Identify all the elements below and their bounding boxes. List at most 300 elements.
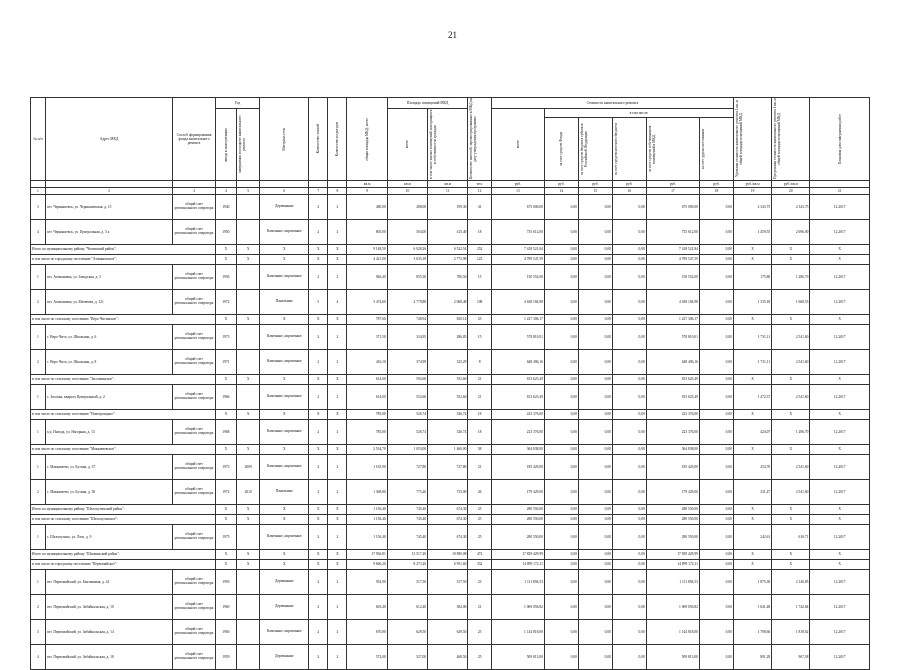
row-year-repair: X bbox=[236, 505, 259, 515]
row-res: 21 bbox=[468, 455, 491, 480]
row-a3: 727,80 bbox=[428, 455, 468, 480]
row-c5: 185 429,00 bbox=[646, 455, 699, 480]
col-owners-label: за счет средств собственников помещений в МКД bbox=[647, 125, 657, 173]
row-address: пгт. Первомайский, ул. Бензиновая, д. 24 bbox=[45, 570, 172, 595]
row-a1: 416,10 bbox=[347, 350, 387, 375]
row-floors: 2 bbox=[309, 455, 328, 480]
row-res: 21 bbox=[468, 385, 491, 410]
row-entrances: X bbox=[328, 445, 347, 455]
row-a3: 199,30 bbox=[428, 195, 468, 220]
index-cell: 18 bbox=[699, 188, 733, 195]
row-method: общий счет регионального оператора bbox=[173, 595, 215, 620]
row-method: общий счет регионального оператора bbox=[173, 325, 215, 350]
row-floors: X bbox=[309, 255, 328, 265]
row-u1: X bbox=[733, 245, 771, 255]
row-d: X bbox=[810, 560, 870, 570]
row-c6: 0,00 bbox=[699, 480, 733, 505]
row-a3: 584,00 bbox=[428, 595, 468, 620]
row-floors: 2 bbox=[309, 220, 328, 245]
row-c6: 0,00 bbox=[699, 455, 733, 480]
col-premises-residents-label: в том числе жилых помещений, находящихся в собственности граждан bbox=[429, 109, 438, 180]
row-c2: 0,00 bbox=[544, 595, 578, 620]
row-a2: 288,00 bbox=[387, 195, 427, 220]
row-c1: 280 550,00 bbox=[491, 525, 544, 550]
row-c3: 0,00 bbox=[578, 195, 612, 220]
index-cell: 11 bbox=[428, 188, 468, 195]
row-wall-material: Каменные, кирпичные bbox=[260, 350, 309, 375]
row-a2: 748,94 bbox=[387, 315, 427, 325]
row-a1: 2 534,70 bbox=[347, 445, 387, 455]
row-floors: X bbox=[309, 410, 328, 420]
row-d: 12.2017 bbox=[810, 645, 870, 670]
row-c3: 0,00 bbox=[578, 525, 612, 550]
index-cell: 16 bbox=[612, 188, 646, 195]
row-method: общий счет регионального оператора bbox=[173, 385, 215, 410]
row-no: 3 bbox=[31, 195, 46, 220]
row-year-commission: 1959 bbox=[215, 570, 236, 595]
row-d: 12.2017 bbox=[810, 220, 870, 245]
row-year-repair bbox=[236, 525, 259, 550]
row-c5: 735 612,00 bbox=[646, 220, 699, 245]
unit-cell bbox=[173, 181, 215, 188]
summary-row bbox=[31, 550, 870, 560]
row-c2: 0,00 bbox=[544, 505, 578, 515]
index-cell: 4 bbox=[215, 188, 236, 195]
row-d: 12.2017 bbox=[810, 420, 870, 445]
row-u1: 1 641,48 bbox=[733, 595, 771, 620]
col-residents bbox=[468, 98, 491, 181]
row-wall-material: X bbox=[260, 445, 309, 455]
row-address: с. Маккавеево, ул. Бутина, д. 37 bbox=[45, 455, 172, 480]
table-header bbox=[31, 98, 870, 195]
row-c4: 0,00 bbox=[612, 350, 646, 375]
row-c1: 179 429,00 bbox=[491, 480, 544, 505]
row-u2: 1 286,70 bbox=[772, 420, 810, 445]
row-wall-material: X bbox=[260, 375, 309, 385]
row-a3: 6 951,60 bbox=[428, 560, 468, 570]
row-c5: 7 418 521,84 bbox=[646, 245, 699, 255]
row-method: общий счет регионального оператора bbox=[173, 570, 215, 595]
row-c6: 0,00 bbox=[699, 645, 733, 670]
row-c1: 1 227 306,17 bbox=[491, 315, 544, 325]
row-c4: 0,00 bbox=[612, 420, 646, 445]
table-row bbox=[31, 350, 870, 375]
row-res: 332 bbox=[468, 560, 491, 570]
row-a3: 674,30 bbox=[428, 525, 468, 550]
row-method: общий счет регионального оператора bbox=[173, 350, 215, 375]
row-c3: 0,00 bbox=[578, 560, 612, 570]
row-d: X bbox=[810, 505, 870, 515]
row-address: пгт. Атамановка, ул. Заводская, д. 3 bbox=[45, 265, 172, 290]
row-u2: 1 668,55 bbox=[772, 290, 810, 315]
row-c3: 0,00 bbox=[578, 570, 612, 595]
row-no: 4 bbox=[31, 645, 46, 670]
row-year-repair bbox=[236, 350, 259, 375]
row-year-repair bbox=[236, 325, 259, 350]
row-u1: X bbox=[733, 255, 771, 265]
col-region bbox=[578, 118, 612, 181]
row-no: 3 bbox=[31, 620, 46, 645]
unit-cell bbox=[260, 181, 309, 188]
row-c2: 0,00 bbox=[544, 445, 578, 455]
row-year-commission: 1972 bbox=[215, 480, 236, 505]
row-c6: 0,00 bbox=[699, 220, 733, 245]
row-u2: 2 541,60 bbox=[772, 325, 810, 350]
col-max-cost-label: Предельная стоимость капитального ремонта 1 кв. м общей площади помещений МКД bbox=[773, 98, 782, 180]
row-entrances: 2 bbox=[328, 220, 347, 245]
row-c6: 0,00 bbox=[699, 315, 733, 325]
col-entrances-label: Количество подъездов bbox=[335, 121, 340, 157]
row-c4: 0,00 bbox=[612, 505, 646, 515]
unit-cell bbox=[236, 181, 259, 188]
table-row bbox=[31, 570, 870, 595]
row-a2: 13 517,20 bbox=[387, 550, 427, 560]
row-a3: 2 068,48 bbox=[428, 290, 468, 315]
row-u1: X bbox=[733, 560, 771, 570]
table-row bbox=[31, 595, 870, 620]
row-floors: 2 bbox=[309, 325, 328, 350]
row-res: 58 bbox=[468, 445, 491, 455]
table-row bbox=[31, 385, 870, 410]
row-no: 1 bbox=[31, 325, 46, 350]
row-c1: 223 376,00 bbox=[491, 420, 544, 445]
row-c6: 0,00 bbox=[699, 385, 733, 410]
row-a3: 706,50 bbox=[428, 265, 468, 290]
row-c5: 648 496,16 bbox=[646, 350, 699, 375]
row-no: 2 bbox=[31, 595, 46, 620]
row-res: 25 bbox=[468, 515, 491, 525]
row-floors: 2 bbox=[309, 420, 328, 445]
col-unit-cost-label: Удельная стоимость капитального ремонта 1 кв. м общей площади помещений МКД bbox=[734, 100, 744, 178]
row-u1: 254,78 bbox=[733, 455, 771, 480]
row-c5: 1 069 056,82 bbox=[646, 595, 699, 620]
row-u2: 1 742,84 bbox=[772, 595, 810, 620]
row-year-commission: 1973 bbox=[215, 325, 236, 350]
row-c1: 578 810,01 bbox=[491, 325, 544, 350]
col-other-label: за счет других источников bbox=[700, 128, 705, 170]
row-u2: 2 146,85 bbox=[772, 570, 810, 595]
row-u2: X bbox=[772, 560, 810, 570]
row-c4: 0,00 bbox=[612, 385, 646, 410]
row-a1: 480,00 bbox=[347, 195, 387, 220]
row-c3: 0,00 bbox=[578, 265, 612, 290]
row-c1: 185 429,00 bbox=[491, 455, 544, 480]
row-year-commission: 1975 bbox=[215, 525, 236, 550]
row-a3: 6 522,54 bbox=[428, 245, 468, 255]
row-method: общий счет регионального оператора bbox=[173, 645, 215, 670]
unit-cell: кв.м bbox=[428, 181, 468, 188]
row-a2: 775,20 bbox=[387, 480, 427, 505]
row-year-repair bbox=[236, 620, 259, 645]
row-c5: 1 227 306,17 bbox=[646, 315, 699, 325]
row-c6: 0,00 bbox=[699, 420, 733, 445]
row-d: X bbox=[810, 375, 870, 385]
row-a2: 334,95 bbox=[387, 325, 427, 350]
row-a2: 855,30 bbox=[387, 265, 427, 290]
row-entrances: X bbox=[328, 550, 347, 560]
row-c2: 0,00 bbox=[544, 515, 578, 525]
row-a2: 504,00 bbox=[387, 220, 427, 245]
row-c6: 0,00 bbox=[699, 245, 733, 255]
summary-row bbox=[31, 255, 870, 265]
row-u2: X bbox=[772, 375, 810, 385]
index-cell: 10 bbox=[387, 188, 427, 195]
row-floors: X bbox=[309, 505, 328, 515]
row-res: 25 bbox=[468, 645, 491, 670]
row-c6: 0,00 bbox=[699, 595, 733, 620]
col-address: Адрес МКД bbox=[45, 98, 172, 181]
row-u1: 2 343,75 bbox=[733, 195, 771, 220]
row-a2: 2 779,88 bbox=[387, 290, 427, 315]
row-a3: 674,30 bbox=[428, 505, 468, 515]
row-c4: 0,00 bbox=[612, 525, 646, 550]
col-premises-residents bbox=[428, 109, 468, 181]
col-cost-total bbox=[491, 109, 544, 181]
col-premises-area: Площадь помещений МКД bbox=[387, 98, 468, 109]
row-entrances: X bbox=[328, 410, 347, 420]
row-entrances: 2 bbox=[328, 620, 347, 645]
row-c2: 0,00 bbox=[544, 645, 578, 670]
row-c5: 4 638 184,98 bbox=[646, 290, 699, 315]
row-res: 472 bbox=[468, 550, 491, 560]
row-a1: 17 936,81 bbox=[347, 550, 387, 560]
row-c3: 0,00 bbox=[578, 620, 612, 645]
row-c4: 0,00 bbox=[612, 195, 646, 220]
row-a1: 787,60 bbox=[347, 315, 387, 325]
row-floors: X bbox=[309, 445, 328, 455]
row-c1: 223 376,00 bbox=[491, 410, 544, 420]
row-u1: X bbox=[733, 445, 771, 455]
row-c2: 0,00 bbox=[544, 265, 578, 290]
row-c1: 509 813,00 bbox=[491, 645, 544, 670]
row-d: X bbox=[810, 550, 870, 560]
col-fund bbox=[544, 118, 578, 181]
row-res: 21 bbox=[468, 375, 491, 385]
row-no: 1 bbox=[31, 525, 46, 550]
row-a1: 9 666,20 bbox=[347, 560, 387, 570]
row-a3: 2 773,98 bbox=[428, 255, 468, 265]
row-a2: 6 928,26 bbox=[387, 245, 427, 255]
row-a2: 727,80 bbox=[387, 455, 427, 480]
index-cell: 2 bbox=[45, 188, 172, 195]
row-c5: 4 789 547,59 bbox=[646, 255, 699, 265]
row-year-commission: 1959 bbox=[215, 645, 236, 670]
row-c1: 648 496,16 bbox=[491, 350, 544, 375]
table-row bbox=[31, 525, 870, 550]
row-u1: 1 335,18 bbox=[733, 290, 771, 315]
row-c2: 0,00 bbox=[544, 315, 578, 325]
row-floors: X bbox=[309, 550, 328, 560]
row-u2: 967,38 bbox=[772, 645, 810, 670]
row-wall-material: Каменные, кирпичные bbox=[260, 420, 309, 445]
col-max-cost bbox=[772, 98, 810, 181]
row-wall-material: Каменные, кирпичные bbox=[260, 525, 309, 550]
row-res: 25 bbox=[468, 525, 491, 550]
row-u1: 1 472,37 bbox=[733, 385, 771, 410]
row-no: 1 bbox=[31, 420, 46, 445]
row-a1: 603,40 bbox=[347, 595, 387, 620]
row-res: 41 bbox=[468, 195, 491, 220]
row-method: общий счет регионального оператора bbox=[173, 620, 215, 645]
index-cell: 12 bbox=[468, 188, 491, 195]
row-c4: 0,00 bbox=[612, 220, 646, 245]
row-c6: 0,00 bbox=[699, 375, 733, 385]
row-c1: 4 638 184,98 bbox=[491, 290, 544, 315]
row-year-commission: X bbox=[215, 445, 236, 455]
row-c1: 14 899 172,11 bbox=[491, 560, 544, 570]
index-cell: 9 bbox=[347, 188, 387, 195]
row-c1: 364 838,00 bbox=[491, 445, 544, 455]
row-a3: 526,74 bbox=[428, 420, 468, 445]
row-address: пгт. Атамановка, ул. Матвеева, д. 121 bbox=[45, 290, 172, 315]
row-c4: 0,00 bbox=[612, 290, 646, 315]
row-d: 12.2017 bbox=[810, 570, 870, 595]
row-u1: X bbox=[733, 505, 771, 515]
row-a1: 805,00 bbox=[347, 220, 387, 245]
row-wall-material: Панельные bbox=[260, 290, 309, 315]
row-a3: 415,40 bbox=[428, 220, 468, 245]
row-d: 12.2017 bbox=[810, 195, 870, 220]
row-u2: 2 541,60 bbox=[772, 455, 810, 480]
unit-cell: руб. bbox=[646, 181, 699, 188]
row-method: общий счет регионального оператора bbox=[173, 195, 215, 220]
row-address: пгт. Чернышевск, ул. Чернышевская, д. 15 bbox=[45, 195, 172, 220]
row-a2: 527,00 bbox=[387, 645, 427, 670]
unit-cell bbox=[810, 181, 870, 188]
row-entrances: 2 bbox=[328, 385, 347, 410]
row-c2: 0,00 bbox=[544, 525, 578, 550]
row-d: 12.2017 bbox=[810, 525, 870, 550]
row-c2: 0,00 bbox=[544, 385, 578, 410]
row-method: общий счет регионального оператора bbox=[173, 480, 215, 505]
row-res: 123 bbox=[468, 255, 491, 265]
row-u2: X bbox=[772, 505, 810, 515]
row-c5: 150 552,00 bbox=[646, 265, 699, 290]
row-c3: 0,00 bbox=[578, 645, 612, 670]
row-year-repair bbox=[236, 385, 259, 410]
row-a3: 552,60 bbox=[428, 385, 468, 410]
row-floors: 2 bbox=[309, 570, 328, 595]
table-row bbox=[31, 265, 870, 290]
table-row bbox=[31, 420, 870, 445]
row-year-commission: 1972 bbox=[215, 290, 236, 315]
row-a1: 371,50 bbox=[347, 325, 387, 350]
row-a1: 614,00 bbox=[347, 375, 387, 385]
row-c5: 223 376,00 bbox=[646, 410, 699, 420]
row-year-commission: 1960 bbox=[215, 620, 236, 645]
row-entrances: 2 bbox=[328, 195, 347, 220]
table-body bbox=[31, 195, 870, 670]
row-c4: 0,00 bbox=[612, 315, 646, 325]
index-cell: 13 bbox=[491, 188, 544, 195]
row-entrances: X bbox=[328, 255, 347, 265]
row-year-commission: X bbox=[215, 245, 236, 255]
row-c3: 0,00 bbox=[578, 420, 612, 445]
row-c3: 0,00 bbox=[578, 385, 612, 410]
col-region-label: за счет средств бюджета субъекта Российской Федерации bbox=[579, 123, 589, 175]
row-c5: 578 810,01 bbox=[646, 325, 699, 350]
row-method: общий счет регионального оператора bbox=[173, 420, 215, 445]
unit-cell: чел. bbox=[468, 181, 491, 188]
row-c6: 0,00 bbox=[699, 325, 733, 350]
row-res: 15 bbox=[468, 325, 491, 350]
row-entrances: 2 bbox=[328, 595, 347, 620]
row-address: пгт. Первомайский, ул. Забайкальская, д. 10 bbox=[45, 595, 172, 620]
table-row bbox=[31, 290, 870, 315]
row-a2: 612,40 bbox=[387, 595, 427, 620]
table-row bbox=[31, 645, 870, 670]
index-cell: 6 bbox=[260, 188, 309, 195]
row-c4: 0,00 bbox=[612, 245, 646, 255]
row-c6: 0,00 bbox=[699, 255, 733, 265]
row-no: 1 bbox=[31, 385, 46, 410]
row-c4: 0,00 bbox=[612, 455, 646, 480]
row-entrances: 2 bbox=[328, 350, 347, 375]
row-c3: 0,00 bbox=[578, 550, 612, 560]
row-res: 26 bbox=[468, 480, 491, 505]
row-floors: 2 bbox=[309, 265, 328, 290]
row-d: X bbox=[810, 315, 870, 325]
row-c4: 0,00 bbox=[612, 645, 646, 670]
row-c6: 0,00 bbox=[699, 560, 733, 570]
row-c4: 0,00 bbox=[612, 480, 646, 505]
row-entrances: X bbox=[328, 245, 347, 255]
row-a3: 674,30 bbox=[428, 515, 468, 525]
col-year-repair-label: завершения последнего капитального ремонта bbox=[237, 115, 247, 174]
row-address: с. Верх-Чита, ул. Школьная, д. 8 bbox=[45, 350, 172, 375]
row-floors: 2 bbox=[309, 525, 328, 550]
row-u1: 1 708,66 bbox=[733, 620, 771, 645]
row-c1: 735 612,00 bbox=[491, 220, 544, 245]
row-u2: 2 541,60 bbox=[772, 480, 810, 505]
row-u2: 2 541,60 bbox=[772, 350, 810, 375]
row-year-repair: 2009 bbox=[236, 455, 259, 480]
row-no: 1 bbox=[31, 265, 46, 290]
row-u1: 1 731,11 bbox=[733, 350, 771, 375]
row-res: 23 bbox=[468, 570, 491, 595]
row-c2: 0,00 bbox=[544, 350, 578, 375]
row-wall-material: X bbox=[260, 410, 309, 420]
row-a1: 1 165,90 bbox=[347, 455, 387, 480]
col-no: № п/п bbox=[31, 98, 46, 181]
row-res: 23 bbox=[468, 315, 491, 325]
index-cell: 14 bbox=[544, 188, 578, 195]
row-year-commission: 1960 bbox=[215, 595, 236, 620]
row-year-repair: X bbox=[236, 445, 259, 455]
row-year-repair: X bbox=[236, 245, 259, 255]
unit-cell: руб. bbox=[699, 181, 733, 188]
row-a3: 629,50 bbox=[428, 620, 468, 645]
row-year-commission: 1940 bbox=[215, 195, 236, 220]
row-c6: 0,00 bbox=[699, 525, 733, 550]
row-entrances: X bbox=[328, 375, 347, 385]
row-res: 21 bbox=[468, 595, 491, 620]
row-entrances: X bbox=[328, 560, 347, 570]
table-row bbox=[31, 455, 870, 480]
row-c3: 0,00 bbox=[578, 255, 612, 265]
index-cell: 1 bbox=[31, 188, 46, 195]
row-method: общий счет регионального оператора bbox=[173, 265, 215, 290]
row-wall-material: Деревянные bbox=[260, 595, 309, 620]
row-c1: 17 839 429,99 bbox=[491, 550, 544, 560]
row-u2: 1 818,62 bbox=[772, 620, 810, 645]
row-floors: 2 bbox=[309, 350, 328, 375]
row-c6: 0,00 bbox=[699, 515, 733, 525]
row-year-repair: X bbox=[236, 515, 259, 525]
row-year-commission: X bbox=[215, 255, 236, 265]
row-year-repair bbox=[236, 420, 259, 445]
row-year-repair bbox=[236, 265, 259, 290]
